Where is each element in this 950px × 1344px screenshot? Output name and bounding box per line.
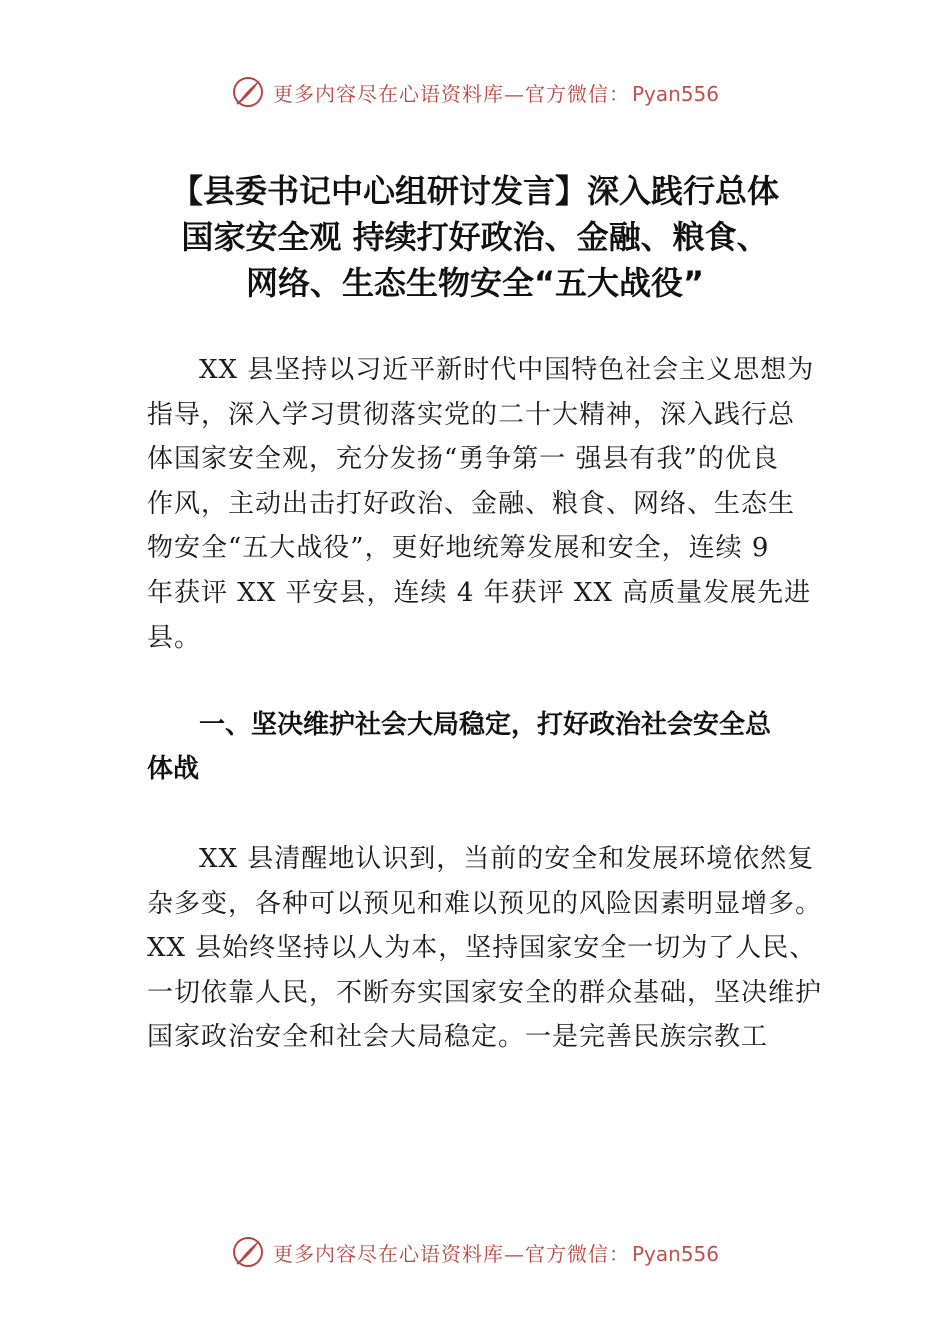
paragraph-line: 杂多变，各种可以预见和难以预见的风险因素明显增多。 [147, 888, 823, 919]
title-line: 国家安全观 持续打好政治、金融、粮食、 [181, 218, 769, 256]
paragraph-line: 县。 [147, 622, 202, 653]
banner-wechat-label: 官方微信： [524, 1241, 630, 1266]
banner-wechat-id: Pyan556 [631, 81, 719, 106]
banner-main-text: 更多内容尽在心语资料库 [272, 1241, 504, 1266]
quill-pen-logo-icon [231, 1235, 265, 1269]
paragraph-line: 一切依靠人民，不断夯实国家安全的群众基础，坚决维护 [147, 977, 823, 1008]
title-line: 【县委书记中心组研讨发言】深入践行总体 [170, 172, 779, 210]
paragraph-line: 国家政治安全和社会大局稳定。一是完善民族宗教工 [147, 1022, 769, 1053]
banner-text [273, 1238, 719, 1267]
heading-line: 体战 [147, 754, 200, 784]
banner-wechat-label: 官方微信： [524, 81, 630, 106]
paragraph-line: 作风，主动出击打好政治、金融、粮食、网络、生态生 [147, 488, 796, 519]
section-heading [147, 703, 827, 791]
paragraph-line: XX 县坚持以习近平新时代中国特色社会主义思想为 [199, 355, 815, 385]
paragraph-line: 年获评 XX 平安县，连续 4 年获评 XX 高质量发展先进 [147, 577, 812, 608]
banner-separator: — [503, 1241, 525, 1266]
banner-text [273, 78, 719, 107]
footer-banner [0, 1232, 950, 1272]
paragraph-line: XX 县始终坚持以人为本，坚持国家安全一切为了人民、 [147, 933, 817, 964]
heading-line: 一、坚决维护社会大局稳定，打好政治社会安全总 [199, 710, 772, 740]
paragraph-line: 体国家安全观，充分发扬“勇争第一 强县有我”的优良 [147, 444, 779, 475]
paragraph-line: 物安全“五大战役”，更好地统筹发展和安全，连续 9 [147, 533, 770, 564]
document-title [120, 168, 830, 306]
header-banner [0, 72, 950, 112]
paragraph-line: 指导，深入学习贯彻落实党的二十大精神，深入践行总 [147, 399, 796, 430]
paragraph-line: XX 县清醒地认识到，当前的安全和发展环境依然复 [199, 844, 815, 874]
banner-wechat-id: Pyan556 [631, 1241, 719, 1266]
intro-paragraph [147, 348, 827, 660]
banner-separator: — [503, 81, 525, 106]
banner-main-text: 更多内容尽在心语资料库 [272, 81, 504, 106]
quill-pen-logo-icon [231, 75, 265, 109]
section-body-paragraph [147, 837, 827, 1060]
title-line: 网络、生态生物安全“五大战役” [245, 264, 705, 302]
